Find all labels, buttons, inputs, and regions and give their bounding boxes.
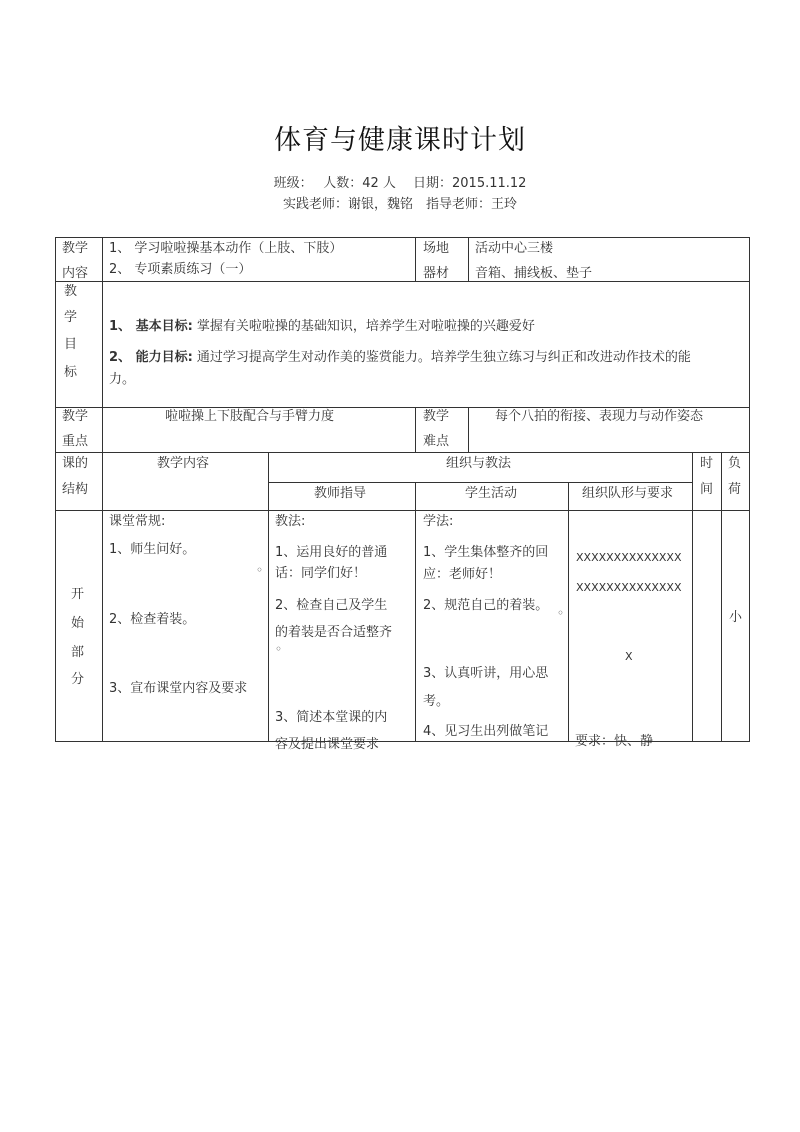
time-header-cell	[693, 453, 721, 510]
footnote-dot: ◦	[557, 606, 565, 620]
load-header-cell	[722, 453, 749, 510]
teacher-item-1a: 1、运用良好的普通	[275, 545, 388, 560]
load-header-line2: 荷	[728, 482, 742, 497]
content-item-2: 2、 专项素质练习（一）	[109, 262, 252, 277]
content-label-line1: 教学	[62, 241, 89, 256]
venue-label-cell	[416, 238, 468, 281]
ability-goal-continued: 力。	[109, 372, 136, 387]
structure-header-cell	[56, 453, 102, 510]
time-header-line2: 间	[700, 482, 714, 497]
load-cell	[722, 511, 749, 741]
difficulty-label-line2: 难点	[423, 434, 450, 449]
content-item-attire: 2、检查着装。	[109, 612, 196, 627]
content-label-cell	[56, 238, 102, 281]
teacher-item-2b: 的着装是否合适整齐	[275, 625, 393, 640]
footnote-dot: ◦	[256, 563, 264, 577]
content-label-line2: 内容	[62, 266, 89, 281]
structure-header-line2: 结构	[62, 482, 89, 497]
teacher-info-line: 实践老师：谢银，魏铭 指导老师：王玲	[282, 197, 517, 212]
teacher-item-2a: 2、检查自己及学生	[275, 598, 388, 613]
teacher-item-3a: 3、简述本堂课的内	[275, 710, 388, 725]
load-header-line1: 负	[728, 456, 742, 471]
difficulty-label-line1: 教学	[423, 409, 450, 424]
org-method-header: 组织与教法	[446, 456, 512, 471]
content-item-greet: 1、师生问好。	[109, 542, 196, 557]
teacher-method-heading: 教法:	[275, 514, 306, 529]
ability-goal-heading: 2、 能力目标:	[109, 350, 193, 365]
venue-cell	[469, 238, 749, 281]
formation-row-2: XXXXXXXXXXXXXX	[576, 581, 682, 594]
focus-label-line2: 重点	[62, 434, 89, 449]
formation-cell	[569, 511, 692, 749]
structure-header-line1: 课的	[62, 456, 89, 471]
routine-heading: 课堂常规:	[109, 514, 166, 529]
start-label-char-3: 部	[71, 645, 85, 660]
venue-label-line2: 器材	[423, 266, 450, 281]
student-item-1b: 应：老师好！	[423, 567, 502, 582]
ability-goal-text: 通过学习提高学生对动作美的鉴赏能力。培养学生独立练习与纠正和改进动作技术的能	[196, 350, 691, 365]
student-method-heading: 学法:	[423, 514, 454, 529]
teacher-header: 教师指导	[314, 486, 367, 501]
goal-label-char-3: 目	[64, 337, 78, 352]
time-header-line1: 时	[700, 456, 714, 471]
focus-label-cell	[56, 408, 102, 452]
content-header: 教学内容	[157, 456, 210, 471]
teacher-method-cell	[269, 511, 415, 752]
focus-cell	[103, 408, 415, 452]
start-content-cell	[103, 511, 268, 741]
start-section-label-cell	[56, 511, 102, 741]
difficulty-value: 每个八拍的衔接、表现力与动作姿态	[495, 409, 704, 424]
formation-row-1: XXXXXXXXXXXXXX	[576, 551, 682, 564]
focus-value: 啦啦操上下肢配合与手臂力度	[165, 409, 335, 424]
goal-label-char-2: 学	[64, 310, 78, 325]
venue-label-line1: 场地	[423, 241, 450, 256]
goal-label-char-1: 教	[64, 284, 78, 299]
basic-goal-text: 掌握有关啦啦操的基础知识，培养学生对啦啦操的兴趣爱好	[196, 319, 535, 334]
student-item-2: 2、规范自己的着装。	[423, 598, 549, 613]
venue-value: 活动中心三楼	[475, 241, 554, 256]
student-item-3b: 考。	[423, 694, 450, 709]
content-cell	[103, 238, 415, 281]
formation-requirement: 要求：快、静	[575, 734, 654, 749]
content-item-1: 1、 学习啦啦操基本动作（上肢、下肢）	[109, 241, 343, 256]
teacher-item-3b: 容及提出课堂要求	[275, 737, 380, 752]
load-value: 小	[729, 610, 743, 625]
footnote-dot: ◦	[275, 642, 283, 656]
goal-cell	[103, 282, 749, 407]
student-item-1a: 1、学生集体整齐的回	[423, 545, 549, 560]
goal-label-char-4: 标	[64, 365, 78, 380]
goal-label-cell	[56, 282, 102, 407]
formation-teacher-mark: X	[625, 650, 633, 663]
start-label-char-4: 分	[71, 672, 85, 687]
focus-label-line1: 教学	[62, 409, 89, 424]
class-info-line: 班级： 人数：42 人 日期：2015.11.12	[273, 176, 527, 191]
start-label-char-2: 始	[71, 616, 85, 631]
student-item-4: 4、见习生出列做笔记	[423, 724, 549, 739]
content-item-announce: 3、宣布课堂内容及要求	[109, 681, 248, 696]
difficulty-cell	[469, 408, 749, 452]
student-method-cell	[416, 511, 568, 741]
equipment-value: 音箱、捕线板、垫子	[475, 266, 593, 281]
difficulty-label-cell	[416, 408, 468, 452]
formation-header: 组织队形与要求	[582, 486, 674, 501]
basic-goal	[109, 319, 535, 334]
page-title: 体育与健康课时计划	[274, 125, 526, 156]
teacher-item-1b: 话：同学们好！	[275, 566, 367, 581]
ability-goal	[109, 350, 691, 365]
start-label-char-1: 开	[71, 587, 85, 602]
basic-goal-heading: 1、 基本目标:	[109, 319, 193, 334]
student-header: 学生活动	[465, 486, 518, 501]
student-item-3a: 3、认真听讲，用心思	[423, 666, 549, 681]
